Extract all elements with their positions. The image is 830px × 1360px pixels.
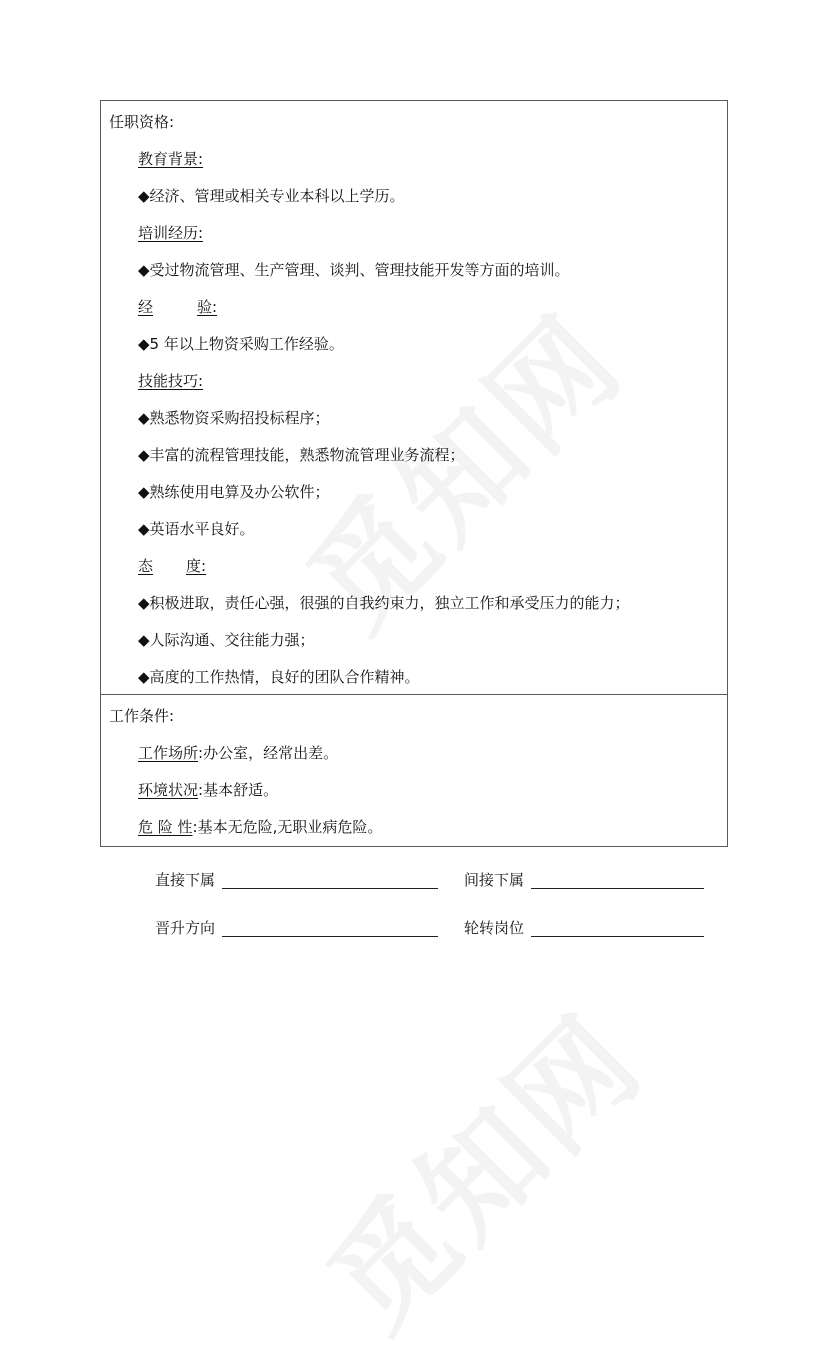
attitude-item: ◆高度的工作热情，良好的团队合作精神。 [138,668,420,686]
workplace-value: :办公室，经常出差。 [198,744,339,762]
qualifications-title: 任职资格: [109,113,175,131]
indirect-subordinate-label: 间接下属 [464,871,525,889]
watermark [285,972,674,1360]
direct-subordinate-label: 直接下属 [155,871,216,889]
skills-item: ◆英语水平良好。 [138,520,255,538]
risk-label: 危 险 性 [138,818,193,836]
workplace-label: 工作场所 [138,744,199,762]
education-heading: 教育背景: [138,150,204,168]
attitude-heading-part: 态 [138,557,154,575]
risk-value: :基本无危险,无职业病危险。 [192,818,383,836]
work-conditions-section [101,695,727,846]
rotation-position-field[interactable] [531,936,704,937]
workplace-row [138,743,338,763]
promotion-direction-label: 晋升方向 [155,919,216,937]
environment-label: 环境状况 [138,781,199,799]
attitude-heading [138,556,206,576]
job-description-table [100,100,728,847]
qualifications-section [101,101,727,695]
risk-row [138,817,382,837]
attitude-heading-part: 度: [186,557,207,575]
promotion-direction-field[interactable] [222,936,438,937]
training-item: ◆受过物流管理、生产管理、谈判、管理技能开发等方面的培训。 [138,261,570,279]
rotation-position-label: 轮转岗位 [464,919,525,937]
attitude-item: ◆积极进取，责任心强，很强的自我约束力，独立工作和承受压力的能力； [138,594,630,612]
education-item: ◆经济、管理或相关专业本科以上学历。 [138,187,405,205]
environment-row [138,780,278,800]
experience-heading-part: 验: [197,298,218,316]
skills-heading: 技能技巧: [138,372,204,390]
training-heading: 培训经历: [138,224,204,242]
environment-value: :基本舒适。 [198,781,279,799]
indirect-subordinate-field[interactable] [531,888,704,889]
direct-subordinate-field[interactable] [222,888,438,889]
conditions-title: 工作条件: [109,707,175,725]
attitude-item: ◆人际沟通、交往能力强； [138,631,315,649]
experience-heading-part: 经 [138,298,154,316]
skills-item: ◆熟练使用电算及办公软件； [138,483,330,501]
skills-item: ◆丰富的流程管理技能，熟悉物流管理业务流程； [138,446,465,464]
experience-heading [138,297,217,317]
experience-item: ◆5 年以上物资采购工作经验。 [138,335,344,353]
skills-item: ◆熟悉物资采购招投标程序； [138,409,330,427]
